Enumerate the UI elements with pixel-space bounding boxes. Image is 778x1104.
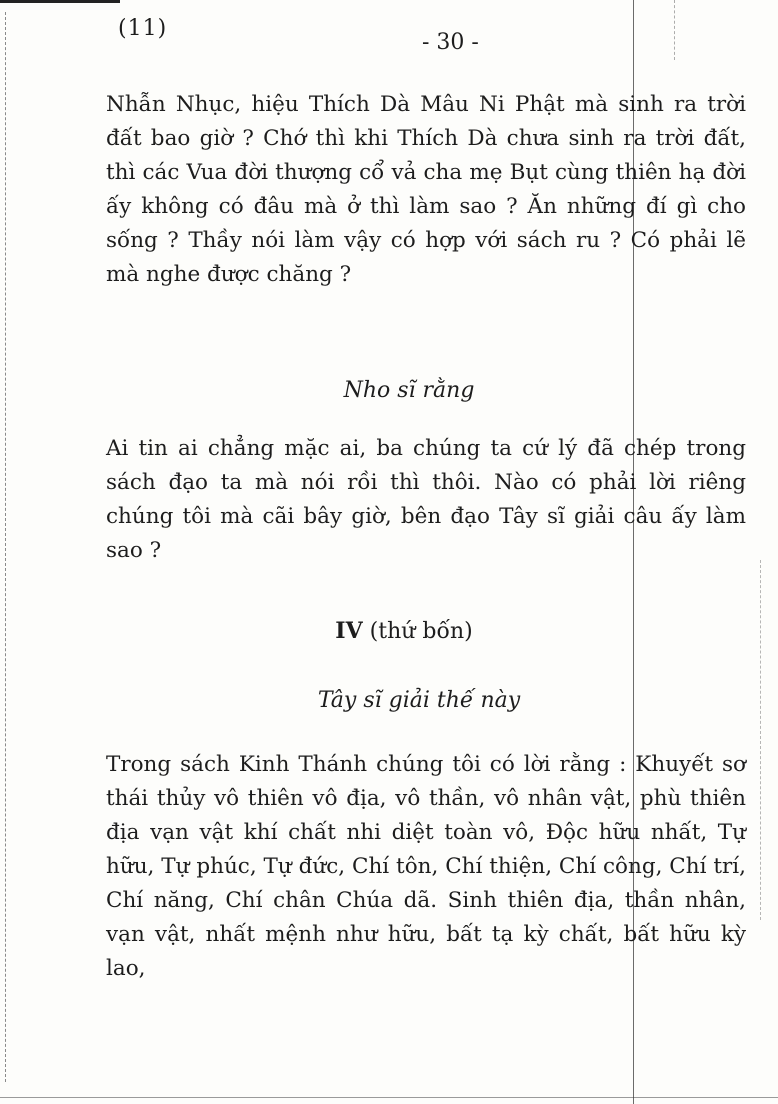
scan-edge-left [5, 12, 6, 1082]
section-label: (thứ bốn) [369, 619, 473, 644]
paragraph-2: Ai tin ai chẳng mặc ai, ba chúng ta cứ lý đã chép trong sách đạo ta mà nói rồi thì thôi. Nào có phải lời riêng chúng tôi mà cãi bây giờ, bên đạo Tây sĩ giải câu ấy làm sao ? [106, 436, 746, 563]
section-reference: (11) [118, 16, 168, 41]
section-subtitle: Tây sĩ giải thế này [317, 688, 521, 713]
paragraph-1: Nhẫn Nhục, hiệu Thích Dà Mâu Ni Phật mà sinh ra trời đất bao giờ ? Chớ thì khi Thích Dà chưa sinh ra trời đất, thì các Vua đời thượng cổ vả cha mẹ Bụt cùng thiên hạ đời ấy không có đâu mà ở thì làm sao ? Ăn những đí gì cho sống ? Thầy nói làm vậy có hợp với sách ru ? Có phải lẽ mà nghe được chăng ? [106, 92, 746, 287]
scan-edge-right [760, 560, 761, 920]
page-fold-line-secondary [674, 0, 675, 60]
scan-edge-top [0, 0, 120, 3]
section-numeral: IV [335, 618, 363, 644]
page-number: - 30 - [422, 30, 479, 55]
speaker-heading: Nho sĩ rằng [343, 378, 475, 403]
section-heading [0, 618, 778, 644]
scan-edge-bottom [0, 1097, 778, 1098]
paragraph-3: Trong sách Kinh Thánh chúng tôi có lời rằng : Khuyết sơ thái thủy vô thiên vô địa, vô thần, vô nhân vật, phù thiên địa vạn vật khí chất nhi diệt toàn vô, Độc hữu nhất, Tự hữu, Tự phúc, Tự đức, Chí tôn, Chí thiện, Chí công, Chí trí, Chí năng, Chí chân Chúa dã. Sinh thiên địa, thần nhân, vạn vật, nhất mệnh như hữu, bất tạ kỳ chất, bất hữu kỳ lao, [106, 752, 746, 981]
